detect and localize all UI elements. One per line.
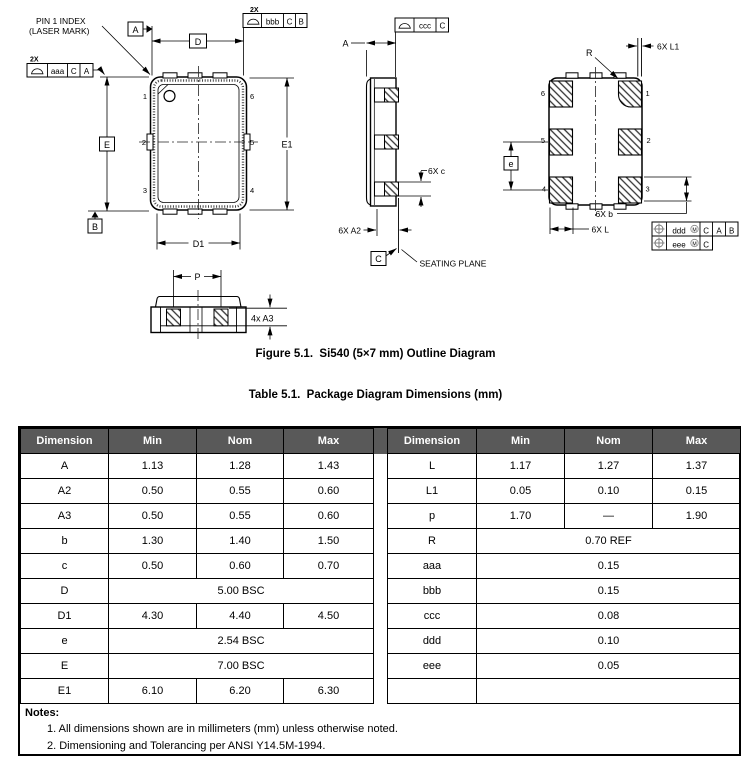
pad-3	[619, 177, 642, 203]
cell-span: 2.54 BSC	[109, 629, 374, 654]
header-max: Max	[284, 429, 374, 454]
fcf-tol: ddd	[672, 226, 686, 236]
pad-5	[550, 129, 573, 155]
header-dimension: Dimension	[21, 429, 109, 454]
datum-a-label: A	[132, 24, 139, 35]
cell-span: 0.10	[477, 629, 741, 654]
table-row	[21, 679, 374, 704]
cell: 0.55	[197, 479, 284, 504]
outline-diagram	[0, 0, 751, 344]
body-profile	[151, 307, 246, 333]
dimensions-table-left	[20, 428, 374, 704]
notes-title: Notes:	[25, 707, 60, 719]
pad-1-rounded	[619, 81, 642, 107]
pin-label: 4	[250, 186, 255, 195]
dim-r-label: R	[586, 48, 593, 58]
pin-label: 2	[141, 138, 146, 147]
table-row	[388, 554, 741, 579]
note-item: 2. Dimensioning and Tolerancing per ANSI Y14.5M-1994.	[47, 740, 326, 752]
dimensions-table-right	[387, 428, 741, 704]
cell: 0.60	[284, 479, 374, 504]
table-row	[21, 604, 374, 629]
cell: 1.40	[197, 529, 284, 554]
cell-span: 0.08	[477, 604, 741, 629]
cell-span: 0.15	[477, 554, 741, 579]
cell: 1.17	[477, 454, 565, 479]
pin-label: 6	[250, 92, 255, 101]
datum-b-flag	[88, 212, 102, 234]
dim-d1-label: D1	[192, 239, 205, 249]
fcf-datum: B	[729, 226, 735, 236]
figure-caption: Figure 5.1. Si540 (5×7 mm) Outline Diagram	[255, 348, 496, 360]
cell: 0.50	[109, 504, 197, 529]
fcf-datum: A	[83, 66, 90, 76]
dim-a-label: A	[342, 38, 349, 49]
cell: D1	[21, 604, 109, 629]
dim-a2-label: 6X A2	[338, 225, 361, 236]
fcf-datum: C	[70, 66, 77, 76]
fcf-ccc	[395, 18, 449, 32]
pin-label: 2	[646, 136, 651, 145]
table-row	[388, 454, 741, 479]
cell: L1	[388, 479, 477, 504]
pad-hatch	[385, 88, 399, 102]
datum-b-label: B	[91, 221, 99, 232]
note-item: 1. All dimensions shown are in millimeters (mm) unless otherwise noted.	[47, 723, 398, 735]
fcf-aaa	[27, 57, 105, 78]
cell: 0.60	[284, 504, 374, 529]
qty-2x: 2X	[30, 56, 39, 64]
cell: 4.30	[109, 604, 197, 629]
top-view	[27, 7, 307, 250]
seating-plane-label: SEATING PLANE	[419, 258, 487, 269]
cell: E	[21, 654, 109, 679]
cell: L	[388, 454, 477, 479]
cell-span: 5.00 BSC	[109, 579, 374, 604]
pin-label: 3	[142, 186, 147, 195]
dim-E1	[250, 78, 296, 210]
header-min: Min	[109, 429, 197, 454]
table-gap	[374, 428, 387, 454]
pad-hatch	[385, 135, 399, 149]
fcf-tol: bbb	[265, 17, 280, 27]
svg-text:M: M	[692, 241, 697, 248]
header-max: Max	[653, 429, 741, 454]
cell: e	[21, 629, 109, 654]
table-row	[388, 679, 741, 704]
cell	[388, 679, 477, 704]
cell-span: 0.05	[477, 654, 741, 679]
header-min: Min	[477, 429, 565, 454]
cell: 6.10	[109, 679, 197, 704]
cell: b	[21, 529, 109, 554]
table-row	[21, 654, 374, 679]
table-row	[21, 579, 374, 604]
pin1-index-text: PIN 1 INDEX	[36, 16, 86, 26]
cell-span: 7.00 BSC	[109, 654, 374, 679]
table-row	[388, 479, 741, 504]
fcf-datum: C	[439, 21, 446, 31]
cell-span: 0.70 REF	[477, 529, 741, 554]
fcf-ddd-eee	[652, 222, 738, 250]
cell: E1	[21, 679, 109, 704]
fcf-tol: eee	[672, 240, 686, 250]
dim-p-label: P	[194, 272, 201, 282]
pad-2	[619, 129, 642, 155]
pad-hatch	[385, 182, 399, 196]
cell: 0.15	[653, 479, 741, 504]
cell: A	[21, 454, 109, 479]
table-row	[21, 479, 374, 504]
cell: 0.50	[109, 479, 197, 504]
table-header-row	[21, 429, 374, 454]
dim-6x-c	[399, 166, 446, 207]
qty-2x: 2X	[250, 7, 259, 14]
table-row	[21, 554, 374, 579]
dim-A	[342, 32, 396, 77]
pad-hatch	[214, 309, 228, 326]
cell-span	[477, 679, 741, 704]
cell: c	[21, 554, 109, 579]
cell: D	[21, 579, 109, 604]
header-nom: Nom	[565, 429, 653, 454]
dim-6x-l1	[626, 38, 679, 77]
cell: 1.27	[565, 454, 653, 479]
pin-label: 5	[250, 138, 255, 147]
cell: 6.30	[284, 679, 374, 704]
cell: 4.50	[284, 604, 374, 629]
cell: A2	[21, 479, 109, 504]
cell: p	[388, 504, 477, 529]
cell: 0.60	[197, 554, 284, 579]
pad-4	[550, 177, 573, 203]
pin-label: 6	[540, 89, 545, 98]
side-view	[338, 18, 486, 269]
dim-D	[152, 26, 244, 76]
cell: 0.55	[197, 504, 284, 529]
cell: 1.43	[284, 454, 374, 479]
bottom-view	[503, 38, 738, 250]
cell: R	[388, 529, 477, 554]
cell: ccc	[388, 604, 477, 629]
package-body	[139, 66, 258, 219]
cell: 1.50	[284, 529, 374, 554]
cell: 0.50	[109, 554, 197, 579]
cell: 1.28	[197, 454, 284, 479]
seating-plane-callout	[371, 198, 487, 269]
header-nom: Nom	[197, 429, 284, 454]
pin-label: 4	[541, 184, 546, 194]
pin1-mark-circle	[164, 91, 175, 102]
fcf-bbb	[243, 7, 307, 28]
table-row	[388, 604, 741, 629]
fcf-datum: C	[703, 226, 710, 236]
cell: 0.05	[477, 479, 565, 504]
table-row	[388, 529, 741, 554]
cell: 1.37	[653, 454, 741, 479]
table-row	[388, 654, 741, 679]
dim-E	[88, 77, 149, 211]
cell: —	[565, 504, 653, 529]
dim-e-label: E	[103, 139, 111, 150]
cell: ddd	[388, 629, 477, 654]
cell: 0.70	[284, 554, 374, 579]
front-view	[151, 270, 287, 340]
laser-mark-text: (LASER MARK)	[29, 26, 90, 36]
header-dimension: Dimension	[388, 429, 477, 454]
cell: 1.30	[109, 529, 197, 554]
cell: 1.13	[109, 454, 197, 479]
dim-l1-label: 6X L1	[657, 41, 680, 52]
dim-c-label: 6X c	[428, 166, 446, 176]
table-header-row	[388, 429, 741, 454]
pin-numbers	[142, 92, 254, 195]
cell: 6.20	[197, 679, 284, 704]
cell: eee	[388, 654, 477, 679]
dim-l-label: 6X L	[591, 224, 609, 235]
pin-label: 3	[645, 184, 650, 194]
cell-span: 0.15	[477, 579, 741, 604]
pad-6	[550, 81, 573, 107]
table-row	[21, 454, 374, 479]
table-caption: Table 5.1. Package Diagram Dimensions (mm)	[248, 389, 503, 401]
table-row	[388, 504, 741, 529]
fcf-datum: A	[716, 226, 722, 236]
cell: bbb	[388, 579, 477, 604]
datum-a-flag	[128, 22, 153, 36]
cell: 1.70	[477, 504, 565, 529]
pin-label: 1	[645, 89, 650, 98]
cell: aaa	[388, 554, 477, 579]
dim-6x-a2	[338, 209, 411, 236]
dim-b-label: 6X b	[595, 209, 613, 219]
dim-a3-label: 4x A3	[251, 313, 274, 324]
cell: A3	[21, 504, 109, 529]
pad-hatch	[167, 309, 181, 326]
fcf-datum: C	[703, 240, 710, 250]
dimensions-table	[18, 426, 741, 756]
svg-text:M: M	[692, 227, 697, 234]
table-row	[21, 504, 374, 529]
fcf-datum: B	[298, 17, 304, 27]
pin-label: 1	[142, 92, 147, 101]
cell: 0.10	[565, 479, 653, 504]
dim-e-pitch-label: e	[508, 158, 514, 169]
fcf-datum: C	[286, 17, 293, 27]
table-row	[388, 579, 741, 604]
fcf-tol: aaa	[50, 66, 65, 76]
dim-e1-label: E1	[281, 139, 293, 150]
dim-d-label: D	[194, 36, 202, 47]
table-row	[388, 629, 741, 654]
cell: 4.40	[197, 604, 284, 629]
table-row	[21, 529, 374, 554]
notes-section	[20, 704, 739, 755]
fcf-tol: ccc	[419, 21, 431, 31]
cell: 1.90	[653, 504, 741, 529]
castellation-tabs	[566, 73, 626, 209]
dim-6x-b	[596, 177, 692, 219]
table-row	[21, 629, 374, 654]
datum-c-label: C	[375, 254, 382, 265]
dim-e-pitch	[503, 142, 548, 190]
pin-label: 5	[540, 136, 545, 145]
